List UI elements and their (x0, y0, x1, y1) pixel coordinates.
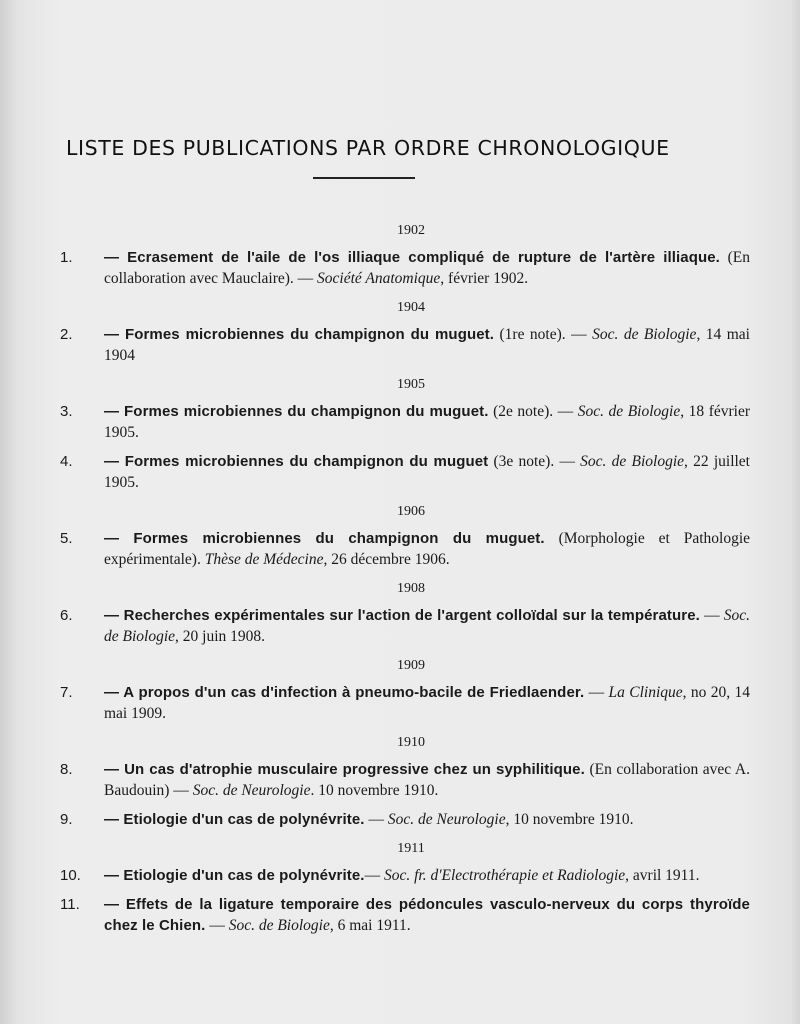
entry-source: Soc. de Biologie (577, 403, 681, 420)
entry-number: 10. (60, 867, 81, 884)
entry-source: Soc. de Biologie (580, 453, 685, 470)
year-heading: 1911 (397, 841, 425, 856)
entry-source: Soc. de Neurologie (192, 782, 311, 799)
entry-note: (En collaboration avec Mauclaire). — (104, 249, 750, 287)
entry-title: — Recherches expérimentales sur l'action de l'argent colloïdal sur la température. (104, 607, 700, 624)
entry-date: , no 20, 14 mai 1909. (104, 684, 751, 722)
entry-source: Soc. fr. d'Electrothérapie et Radiologie (383, 867, 626, 884)
entry-note: (En collaboration avec A. Baudouin) — (104, 761, 750, 799)
entry-title: — Formes microbiennes du champignon du muguet. (104, 530, 545, 547)
entry-date: , février 1902. (440, 270, 529, 287)
year-heading: 1910 (397, 735, 425, 750)
publication-entry (60, 605, 750, 647)
year-heading: 1902 (397, 223, 425, 238)
entry-date: , 14 mai 1904 (104, 326, 750, 364)
entry-title: — Etiologie d'un cas de polynévrite. (104, 867, 365, 884)
year-heading: 1909 (397, 658, 425, 673)
entry-title: — Effets de la ligature temporaire des pédoncules vasculo-nerveux du corps thyroïde chez le Chien. (104, 896, 750, 934)
page-title: LISTE DES PUBLICATIONS PAR ORDRE CHRONOLOGIQUE (66, 136, 670, 160)
entry-source: La Clinique (608, 684, 683, 701)
publication-entry (60, 451, 750, 493)
entry-note: (2e note). — (488, 403, 578, 420)
entry-date: , 18 février 1905. (104, 403, 751, 441)
publication-entry (60, 809, 750, 830)
entry-number: 5. (60, 530, 73, 547)
entry-source: Soc. de Neurologie (387, 811, 506, 828)
entry-source: Société Anatomique (317, 270, 441, 287)
entry-source: Soc. de Biologie (592, 326, 697, 343)
entry-note: — (364, 867, 384, 884)
entry-title: — Formes microbiennes du champignon du muguet (104, 453, 489, 470)
publication-entry (60, 528, 750, 570)
entry-date: , 26 décembre 1906. (323, 551, 450, 568)
title-underline (313, 177, 415, 179)
entry-title: — Formes microbiennes du champignon du muguet. (104, 403, 489, 420)
entry-number: 3. (60, 403, 73, 420)
publication-entry (60, 401, 750, 443)
entry-date: , avril 1911. (625, 867, 700, 884)
entry-title: — Etiologie d'un cas de polynévrite. (104, 811, 365, 828)
entry-number: 6. (60, 607, 73, 624)
entry-note: — (584, 684, 609, 701)
year-heading: 1904 (397, 300, 425, 315)
entry-note: — (205, 917, 229, 934)
entry-date: , 20 juin 1908. (175, 628, 266, 645)
publication-entry (60, 894, 750, 936)
year-heading: 1905 (397, 377, 425, 392)
entry-source: Soc. de Biologie (228, 917, 330, 934)
entry-date: , 22 juillet 1905. (104, 453, 750, 491)
entry-date: , 6 mai 1911. (329, 917, 411, 934)
publication-entry (60, 324, 750, 366)
entry-date: . 10 novembre 1910. (310, 782, 439, 799)
entry-note: — (699, 607, 724, 624)
entry-note: (1re note). — (494, 326, 593, 343)
entry-number: 4. (60, 453, 73, 470)
publication-entry (60, 682, 750, 724)
entry-title: — Ecrasement de l'aile de l'os illiaque compliqué de rupture de l'artère illiaque. (104, 249, 720, 266)
entry-title: — Un cas d'atrophie musculaire progressive chez un syphilitique. (104, 761, 585, 778)
entry-source: Soc. de Biologie (104, 607, 750, 645)
entry-note: (3e note). — (488, 453, 581, 470)
entry-note: (Morphologie et Pathologie expérimentale). (104, 530, 750, 568)
year-heading: 1908 (397, 581, 425, 596)
publication-entry (60, 247, 750, 289)
entry-note: — (364, 811, 388, 828)
entry-number: 8. (60, 761, 73, 778)
entry-title: — Formes microbiennes du champignon du muguet. (104, 326, 495, 343)
year-heading: 1906 (397, 504, 425, 519)
entry-title: — A propos d'un cas d'infection à pneumo-bacile de Friedlaender. (104, 684, 585, 701)
entry-number: 7. (60, 684, 73, 701)
publication-entry (60, 759, 750, 801)
entry-source: Thèse de Médecine (204, 551, 324, 568)
publication-list (60, 220, 750, 944)
entry-number: 1. (60, 249, 73, 266)
entry-number: 11. (60, 896, 80, 913)
entry-number: 9. (60, 811, 73, 828)
entry-date: , 10 novembre 1910. (505, 811, 634, 828)
publication-entry (60, 865, 750, 886)
entry-number: 2. (60, 326, 73, 343)
